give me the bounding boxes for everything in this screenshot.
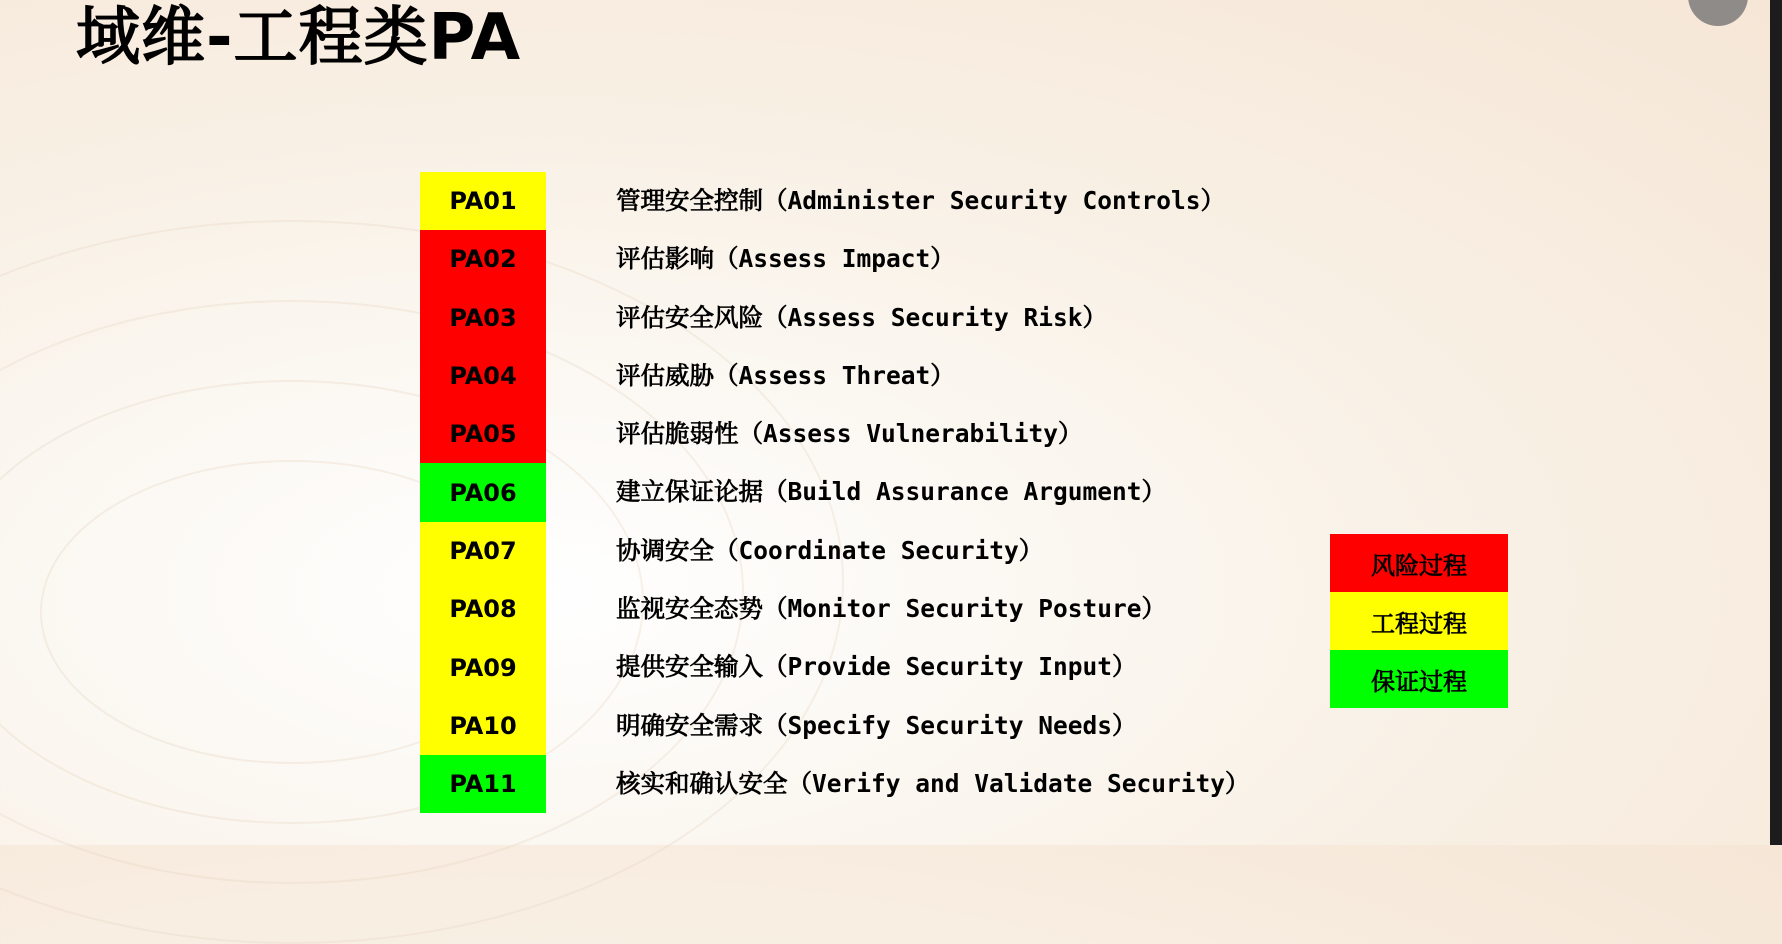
slide-title: 域维-工程类PA — [76, 1, 522, 75]
overlay-control-button[interactable] — [1688, 0, 1748, 26]
legend — [1330, 534, 1508, 708]
legend-item-risk: 风险过程 — [1330, 534, 1508, 592]
pa-description: 建立保证论据（Build Assurance Argument） — [616, 477, 1167, 507]
pa-description: 协调安全（Coordinate Security） — [616, 535, 1044, 565]
pa-description: 评估影响（Assess Impact） — [616, 244, 955, 274]
pa-code-cell: PA04 — [420, 347, 546, 405]
pa-code-cell: PA03 — [420, 289, 546, 347]
pa-code-cell: PA05 — [420, 405, 546, 463]
pa-code-cell: PA01 — [420, 172, 546, 230]
pa-code-cell: PA07 — [420, 522, 546, 580]
legend-item-assurance: 保证过程 — [1330, 650, 1508, 708]
pa-description: 管理安全控制（Administer Security Controls） — [616, 186, 1226, 215]
pa-code-cell: PA02 — [420, 230, 546, 288]
pa-description: 监视安全态势（Monitor Security Posture） — [616, 594, 1167, 624]
background-ripple — [0, 380, 644, 824]
pa-code-cell: PA08 — [420, 580, 546, 638]
pa-code-cell: PA10 — [420, 697, 546, 755]
pa-description: 明确安全需求（Specify Security Needs） — [616, 710, 1137, 740]
pa-code-cell: PA11 — [420, 755, 546, 813]
pa-description: 核实和确认安全（Verify and Validate Security） — [616, 768, 1250, 798]
legend-item-engineering: 工程过程 — [1330, 592, 1508, 650]
pa-description: 提供安全输入（Provide Security Input） — [616, 652, 1137, 682]
pa-description: 评估安全风险（Assess Security Risk） — [616, 302, 1108, 332]
pa-description: 评估威胁（Assess Threat） — [616, 360, 955, 390]
window-edge — [1770, 0, 1782, 845]
pa-code-cell: PA06 — [420, 463, 546, 521]
pa-description: 评估脆弱性（Assess Vulnerability） — [616, 419, 1083, 449]
pa-code-cell: PA09 — [420, 638, 546, 696]
